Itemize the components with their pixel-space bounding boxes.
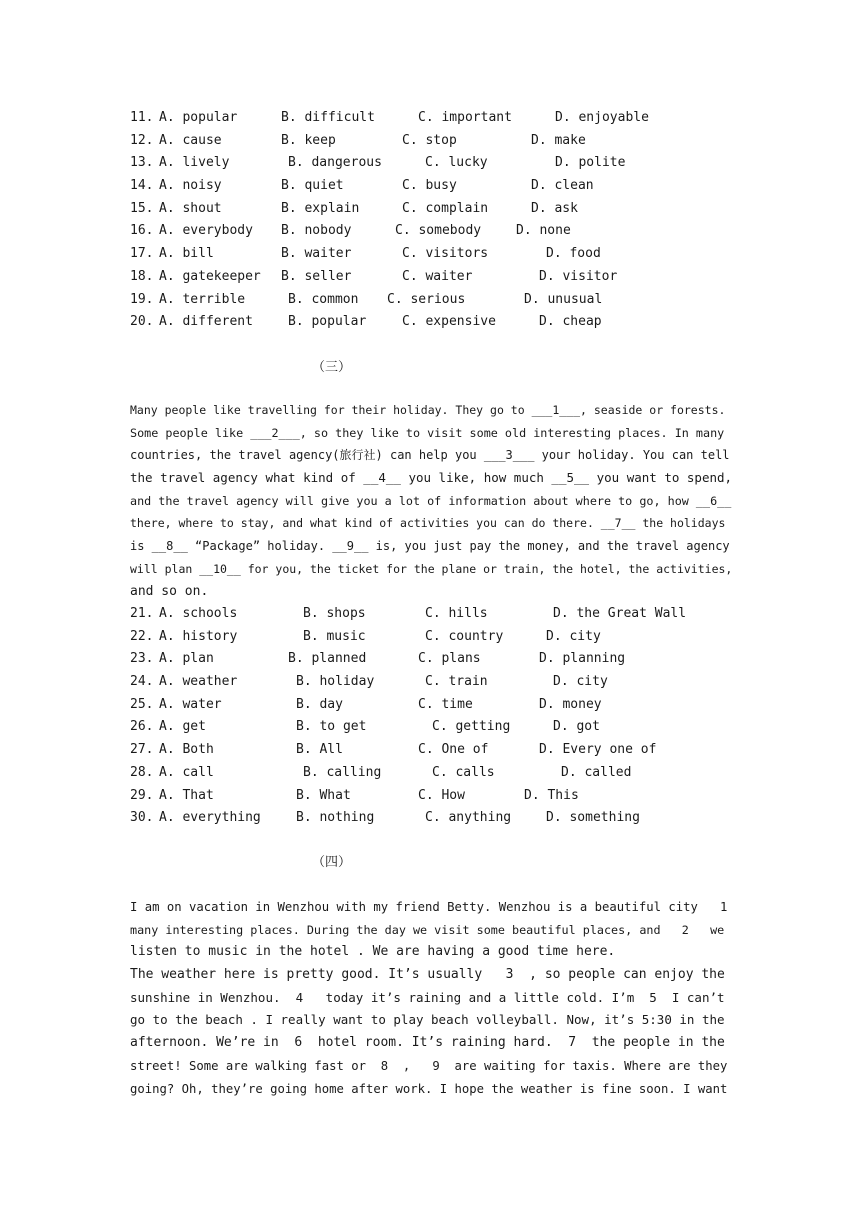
option-c: C. train [425,674,488,690]
question-number: 21. [130,606,154,621]
question-row [130,107,750,130]
option-b: B. planned [288,651,367,667]
question-row [130,220,750,243]
option-c: C. serious [387,291,466,307]
question-number: 27. [130,742,154,758]
passage-line: is __8__ “Package” holiday. __9__ is, you just pay the money, and the travel agency [130,539,730,554]
option-b: B. nobody [281,223,352,239]
option-b: B. music [303,628,366,644]
question-number: 29. [130,787,154,803]
passage-line: street! Some are walking fast or 8 , 9 are waiting for taxis. Where are they [130,1058,728,1073]
question-number: 18. [130,268,154,284]
question-row [130,626,750,649]
option-b: B. quiet [281,178,344,194]
option-d: D. clean [531,178,594,194]
passage-line: The weather here is pretty good. It’s usually 3 , so people can enjoy the [130,967,725,983]
option-a: A. shout [159,200,222,216]
question-number: 16. [130,223,154,239]
question-row [130,671,750,694]
option-d: D. got [553,719,600,735]
option-d: D. planning [539,651,626,667]
option-b: B. waiter [281,246,352,262]
section-title-4: （四） [312,855,352,870]
passage-line: sunshine in Wenzhou. 4 today it’s raining and a little cold. I’m 5 I can’t [130,989,725,1005]
option-a: A. weather [159,674,238,690]
question-row [130,289,750,312]
option-b: B. common [288,291,359,307]
option-d: D. cheap [539,314,602,330]
option-a: A. That [159,787,214,803]
option-a: A. cause [159,132,222,148]
passage-line: the travel agency what kind of __4__ you like, how much __5__ you want to spend, [130,470,733,486]
option-a: A. history [159,628,238,644]
option-d: D. something [546,810,640,826]
passage-line: Some people like ___2___, so they like to visit some old interesting places. In many [130,425,725,440]
option-a: A. water [159,696,222,712]
option-a: A. popular [159,110,238,125]
option-c: C. getting [432,719,511,735]
passage-line: countries, the travel agency(旅行社) can help you ___3___ your holiday. You can tell [130,448,730,463]
option-c: C. somebody [395,223,482,239]
question-number: 20. [130,314,154,330]
option-c: C. stop [402,132,457,148]
passage-line: go to the beach . I really want to play beach volleyball. Now, it’s 5:30 in the [130,1012,725,1028]
question-number: 15. [130,200,154,216]
section-title-3: （三） [312,360,352,375]
question-row [130,785,750,808]
question-row [130,152,750,175]
option-b: B. calling [303,764,382,780]
passage-line: many interesting places. During the day we visit some beautiful places, and 2 we [130,922,725,937]
option-d: D. food [546,246,601,262]
passage-line: going? Oh, they’re going home after work. I hope the weather is fine soon. I want [130,1081,728,1096]
option-a: A. terrible [159,291,246,307]
question-number: 22. [130,628,154,644]
passage-line: and so on. [130,583,209,599]
option-b: B. day [296,696,343,712]
question-row [130,762,750,785]
passage-line: Many people like travelling for their holiday. They go to ___1___, seaside or forests. [130,403,726,417]
question-number: 14. [130,178,154,194]
option-d: D. visitor [539,268,618,284]
question-row [130,175,750,198]
option-c: C. plans [418,651,481,667]
option-b: B. keep [281,132,336,148]
question-number: 23. [130,651,154,667]
question-number: 19. [130,291,154,307]
option-d: D. This [524,787,579,803]
option-c: C. How [418,787,465,803]
option-d: D. called [561,764,632,780]
question-row [130,716,750,739]
question-number: 30. [130,810,154,826]
option-a: A. different [159,314,253,330]
question-number: 28. [130,764,154,780]
option-b: B. popular [288,314,367,330]
passage-line: and the travel agency will give you a lot of information about where to go, how __6__ [130,493,732,508]
option-d: D. unusual [524,291,603,307]
option-b: B. What [296,787,351,803]
question-number: 24. [130,674,154,690]
option-c: C. visitors [402,246,489,262]
option-d: D. Every one of [539,742,657,758]
question-row [130,243,750,266]
option-b: B. to get [296,719,367,735]
question-number: 12. [130,132,154,148]
question-row [130,807,750,830]
passage-3 [130,399,734,603]
option-a: A. get [159,719,206,735]
question-number: 11. [130,110,154,125]
option-d: D. the Great Wall [553,606,687,621]
option-c: C. important [418,110,512,125]
option-c: C. country [425,628,504,644]
options-list-21-30 [130,603,750,830]
option-c: C. calls [432,764,495,780]
option-c: C. busy [402,178,457,194]
option-b: B. explain [281,200,360,216]
option-a: A. call [159,764,214,780]
option-a: A. Both [159,742,214,758]
question-row [130,311,750,334]
question-number: 25. [130,696,154,712]
question-row [130,603,750,626]
option-a: A. lively [159,155,230,171]
option-a: A. everything [159,810,261,826]
passage-line: afternoon. We’re in 6 hotel room. It’s raining hard. 7 the people in the [130,1035,725,1051]
option-c: C. One of [418,742,489,758]
option-d: D. none [516,223,571,239]
question-row [130,694,750,717]
option-c: C. waiter [402,268,473,284]
option-b: B. dangerous [288,155,382,171]
question-row [130,266,750,289]
options-list-11-20 [130,107,750,334]
option-d: D. money [539,696,602,712]
question-row [130,648,750,671]
option-b: B. nothing [296,810,375,826]
option-c: C. anything [425,810,512,826]
option-c: C. hills [425,606,488,621]
option-d: D. polite [555,155,626,171]
option-a: A. bill [159,246,214,262]
passage-line: will plan __10__ for you, the ticket for the plane or train, the hotel, the activities, [130,561,733,576]
option-d: D. enjoyable [555,110,649,125]
option-d: D. city [553,674,608,690]
option-b: B. difficult [281,110,375,125]
option-a: A. plan [159,651,214,667]
option-b: B. seller [281,268,352,284]
question-row [130,130,750,153]
option-b: B. All [296,742,343,758]
passage-line: I am on vacation in Wenzhou with my friend Betty. Wenzhou is a beautiful city 1 [130,900,728,914]
option-d: D. ask [531,200,578,216]
passage-4 [130,896,734,1100]
option-c: C. lucky [425,155,488,171]
option-a: A. noisy [159,178,222,194]
option-d: D. make [531,132,586,148]
option-d: D. city [546,628,601,644]
option-b: B. holiday [296,674,375,690]
question-number: 26. [130,719,154,735]
question-row [130,198,750,221]
option-c: C. time [418,696,473,712]
question-row [130,739,750,762]
question-number: 13. [130,155,154,171]
option-a: A. gatekeeper [159,268,261,284]
passage-line: there, where to stay, and what kind of activities you can do there. __7__ the holidays [130,516,726,531]
passage-line: listen to music in the hotel . We are having a good time here. [130,944,616,960]
question-number: 17. [130,246,154,262]
option-a: A. schools [159,606,238,621]
option-c: C. expensive [402,314,496,330]
option-a: A. everybody [159,223,253,239]
option-c: C. complain [402,200,489,216]
option-b: B. shops [303,606,366,621]
